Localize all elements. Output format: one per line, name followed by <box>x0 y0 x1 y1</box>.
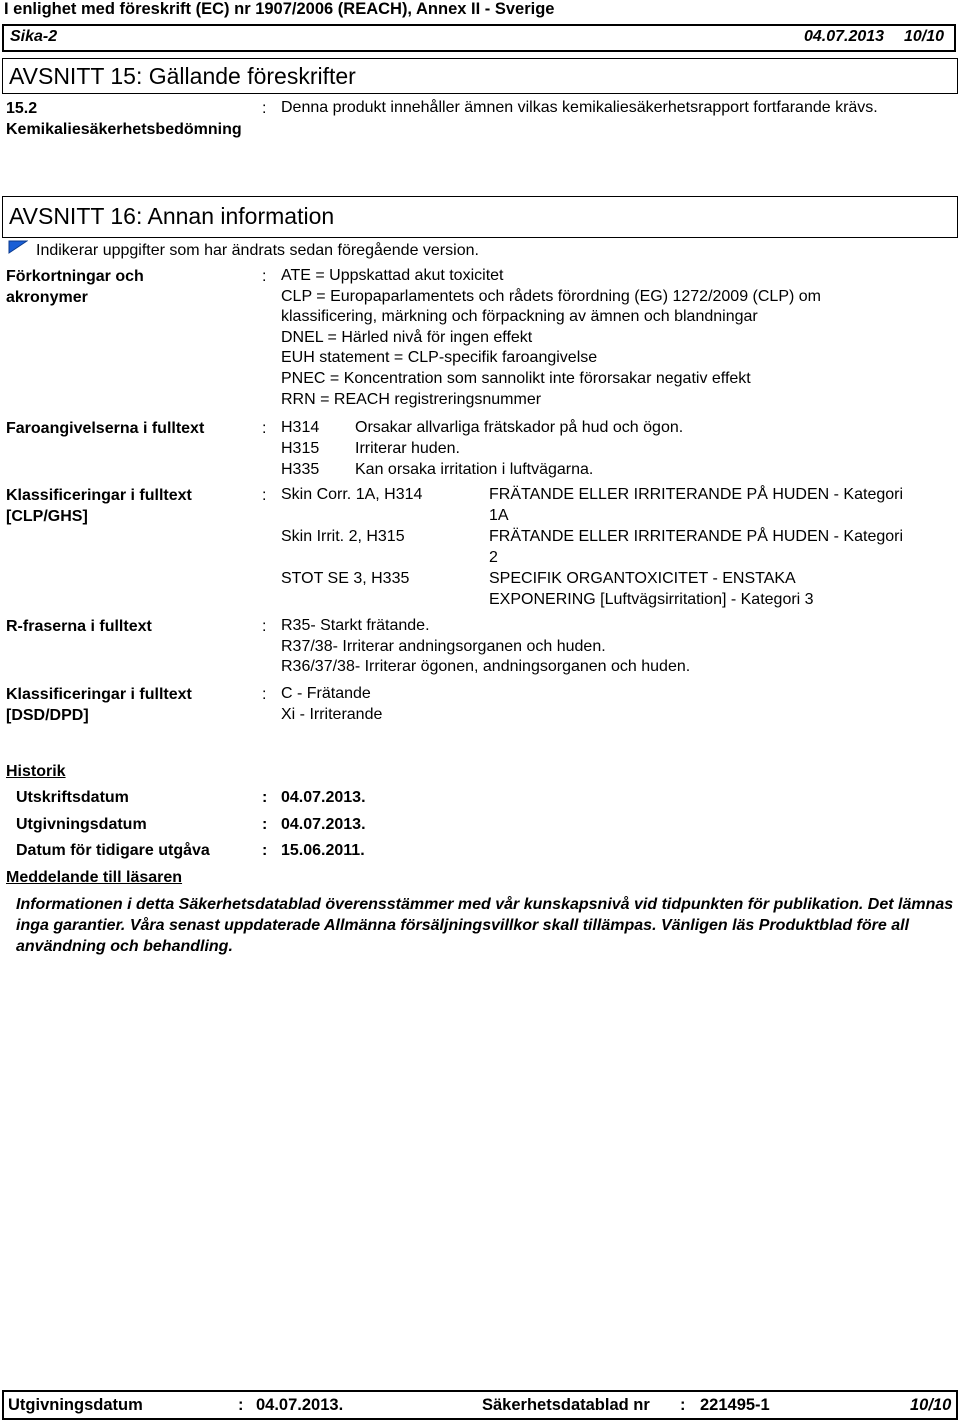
triangle-flag-icon <box>8 240 28 254</box>
r-phrase: R36/37/38- Irriterar ögonen, andningsorganen och huden. <box>281 658 691 676</box>
notice-title: Meddelande till läsaren <box>6 869 183 886</box>
dsd-label <box>6 684 192 726</box>
hazard-text: Irriterar huden. <box>355 440 460 457</box>
footer-sds-number: 221495-1 <box>700 1396 770 1414</box>
header-page: 10/10 <box>904 28 945 45</box>
notice-text: Informationen i detta Säkerhetsdatablad överensstämmer med vår kunskapsnivå vid tidpunkten för publikation. Det lämnas inga garantier. Våra senast uppdaterade Allmänna försäljningsvillkor skall tillämpas. Vänligen läs Produktblad före all användning och behandling. <box>16 896 954 955</box>
section-16-title: AVSNITT 16: Annan information <box>9 203 335 229</box>
section-15-text: Denna produkt innehåller ämnen vilkas kemikaliesäkerhetsrapport fortfarande krävs. <box>281 99 878 116</box>
document-title: I enlighet med föreskrift (EC) nr 1907/2006 (REACH), Annex II - Sverige <box>4 0 555 18</box>
footer-issue-date: 04.07.2013. <box>256 1396 344 1414</box>
history-value: 15.06.2011. <box>281 842 365 859</box>
abbr-line: CLP = Europaparlamentets och rådets förordning (EG) 1272/2009 (CLP) om <box>281 287 821 305</box>
hazard-text: Orsakar allvarliga frätskador på hud och ögon. <box>355 419 684 436</box>
dsd-label-line: [DSD/DPD] <box>6 707 89 724</box>
abbr-line: ATE = Uppskattad akut toxicitet <box>281 267 504 284</box>
colon: : <box>262 268 267 285</box>
clp-code: Skin Corr. 1A, H314 <box>281 486 423 503</box>
footer-page: 10/10 <box>910 1396 952 1414</box>
colon: : <box>262 487 267 504</box>
r-phrase: R35- Starkt frätande. <box>281 617 430 634</box>
colon: : <box>262 842 268 859</box>
clp-text: 1A <box>489 507 509 524</box>
page-header <box>2 24 956 52</box>
abbr-line: klassificering, märkning och förpackning av ämnen och blandningar <box>281 308 758 326</box>
abbr-label <box>6 266 144 308</box>
clp-text: 2 <box>489 549 498 566</box>
section-15-number: 15.2 <box>6 100 38 117</box>
colon: : <box>262 816 268 833</box>
history-label: Datum för tidigare utgåva <box>16 842 210 859</box>
section-16-header <box>2 196 958 238</box>
section-15-label <box>6 98 242 140</box>
colon: : <box>238 1396 244 1414</box>
hazard-text: Kan orsaka irritation i luftvägarna. <box>355 461 594 478</box>
abbr-label-line: akronymer <box>6 289 88 306</box>
clp-text: EXPONERING [Luftvägsirritation] - Kategori 3 <box>489 591 814 608</box>
section-15-title: AVSNITT 15: Gällande föreskrifter <box>9 63 356 89</box>
footer-issue-label: Utgivningsdatum <box>8 1396 143 1414</box>
colon: : <box>680 1396 686 1414</box>
changed-note: Indikerar uppgifter som har ändrats sedan föregående version. <box>36 242 479 259</box>
header-date: 04.07.2013 <box>804 28 885 45</box>
footer-sds-label: Säkerhetsdatablad nr <box>482 1396 650 1414</box>
dsd-item: Xi - Irriterande <box>281 705 383 723</box>
history-label: Utgivningsdatum <box>16 816 147 833</box>
dsd-label-line: Klassificeringar i fulltext <box>6 686 192 703</box>
r-phrases-label: R-fraserna i fulltext <box>6 618 152 635</box>
abbr-list <box>281 266 821 410</box>
clp-label-line: Klassificeringar i fulltext <box>6 487 192 504</box>
dsd-list <box>281 684 382 725</box>
clp-text: FRÄTANDE ELLER IRRITERANDE PÅ HUDEN - Kategori <box>489 486 904 503</box>
hazard-code: H335 <box>281 461 320 478</box>
hazard-label: Faroangivelserna i fulltext <box>6 420 205 437</box>
r-phrase: R37/38- Irriterar andningsorganen och huden. <box>281 637 606 655</box>
colon: : <box>262 420 267 437</box>
clp-text: SPECIFIK ORGANTOXICITET - ENSTAKA <box>489 570 796 587</box>
history-label: Utskriftsdatum <box>16 789 129 806</box>
history-value: 04.07.2013. <box>281 816 366 833</box>
clp-label <box>6 485 192 527</box>
colon: : <box>262 686 267 703</box>
colon: : <box>262 100 267 117</box>
history-title: Historik <box>6 763 66 780</box>
abbr-line: EUH statement = CLP-specifik faroangivelse <box>281 349 598 367</box>
hazard-code: H314 <box>281 419 320 436</box>
hazard-code: H315 <box>281 440 320 457</box>
product-name: Sika-2 <box>10 28 58 45</box>
abbr-label-line: Förkortningar och <box>6 268 144 285</box>
colon: : <box>262 618 267 635</box>
abbr-line: DNEL = Härled nivå för ingen effekt <box>281 328 533 346</box>
page-footer <box>2 1390 958 1420</box>
clp-code: Skin Irrit. 2, H315 <box>281 528 405 545</box>
clp-text: FRÄTANDE ELLER IRRITERANDE PÅ HUDEN - Kategori <box>489 528 904 545</box>
abbr-line: RRN = REACH registreringsnummer <box>281 390 542 408</box>
section-15-header <box>2 58 958 94</box>
section-15-label-text: Kemikaliesäkerhetsbedömning <box>6 121 242 138</box>
colon: : <box>262 789 268 806</box>
r-phrases-list <box>281 616 690 678</box>
dsd-item: C - Frätande <box>281 685 371 702</box>
history-value: 04.07.2013. <box>281 789 366 806</box>
abbr-line: PNEC = Koncentration som sannolikt inte förorsakar negativ effekt <box>281 369 751 387</box>
clp-code: STOT SE 3, H335 <box>281 570 410 587</box>
clp-label-line: [CLP/GHS] <box>6 508 88 525</box>
